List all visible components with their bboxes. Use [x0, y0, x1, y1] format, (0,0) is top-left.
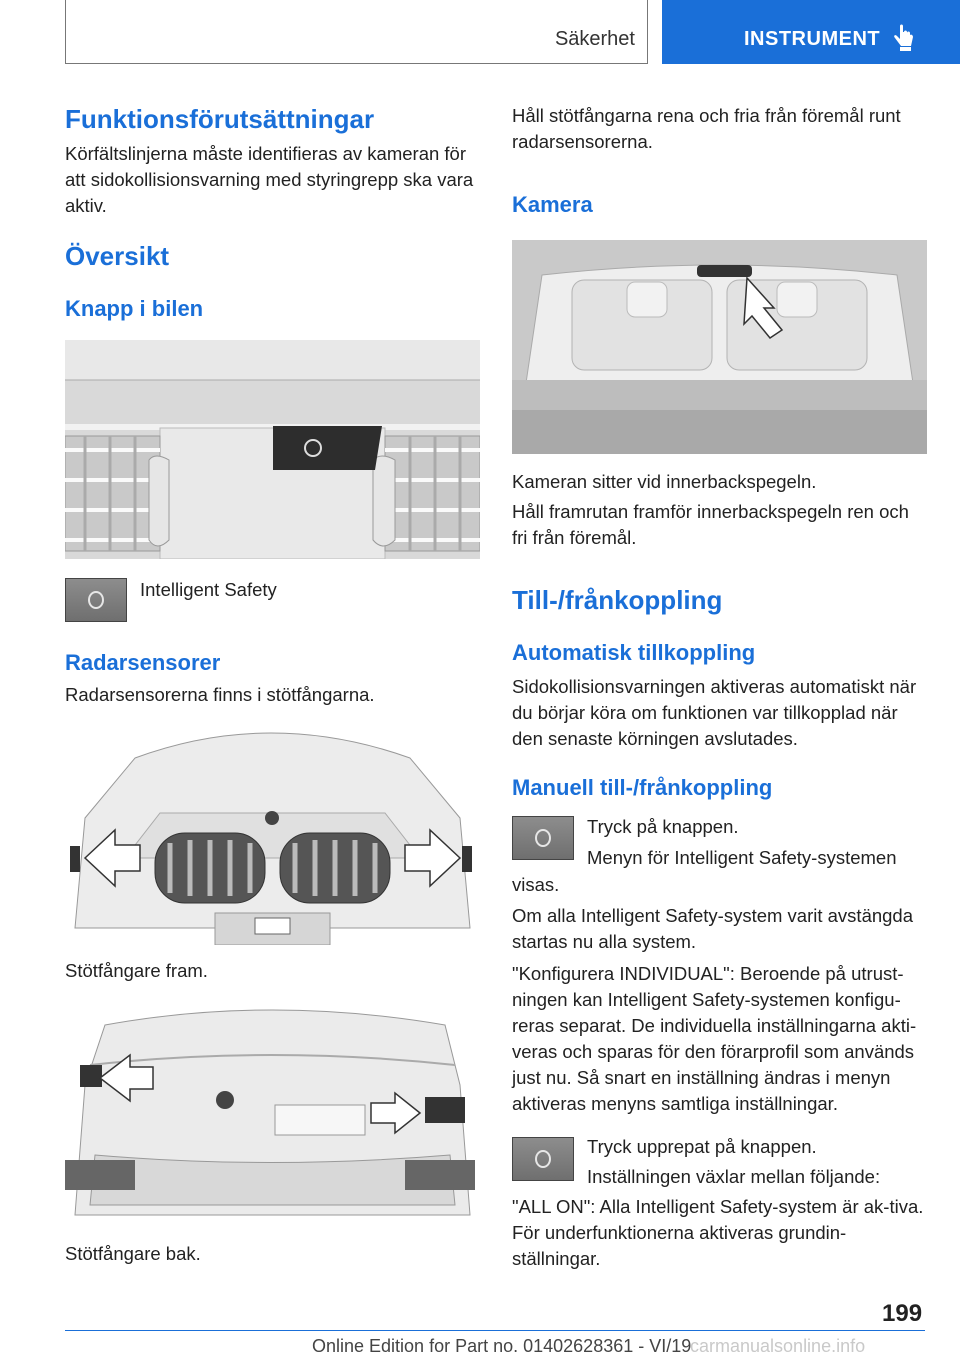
- edition-text: Online Edition for Part no. 01402628361 - VI/19: [312, 1336, 692, 1356]
- paragraph-functions: Körfältslinjerna måste identifieras av kameran för att sidokollisionsvarning med styringrepp ska vara aktiv.: [65, 143, 474, 216]
- caption-rear-bumper: Stötfångare bak.: [65, 1243, 201, 1264]
- intelligent-safety-button-icon-2: [512, 816, 574, 860]
- page-number: 199: [882, 1300, 923, 1327]
- paragraph-menu-line-1: Menyn för Intelligent Safety-systemen: [587, 847, 897, 868]
- paragraph-camera-position: Kameran sitter vid innerbackspegeln.: [512, 471, 817, 492]
- header-chapter-tab: [662, 0, 960, 64]
- rear-bumper-figure: [65, 1005, 480, 1228]
- heading-button-in-car: Knapp i bilen: [65, 296, 204, 321]
- paragraph-all-on: "ALL ON": Alla Intelligent Safety-system är ak-tiva. För underfunktionerna aktiveras grundin-ställningar.: [512, 1196, 924, 1269]
- intelligent-safety-button-icon: [65, 578, 127, 622]
- paragraph-auto-on: Sidokollisionsvarningen aktiveras automatiskt när du börjar köra om funktionen var tillkopplad när den senaste körningen avslutades.: [512, 676, 917, 749]
- button-caption: Intelligent Safety: [140, 579, 277, 600]
- heading-manual-on-off: Manuell till-/frånkoppling: [512, 775, 773, 800]
- paragraph-configure-individual: "Konfigurera INDIVIDUAL": Beroende på utrust-ningen kan Intelligent Safety-systemen konfigu-reras separat. De individuella inställningarna akti-veras och sparas för den förarprofil som används just nu. Så snart en inställning ändras i menyn aktiveras menyns samtliga inställningar.: [512, 963, 917, 1114]
- heading-overview: Översikt: [65, 241, 170, 271]
- intelligent-safety-button-icon-3: [512, 1137, 574, 1181]
- heading-camera: Kamera: [512, 192, 593, 217]
- header-section-label: Säkerhet: [554, 28, 635, 50]
- hand-pointer-icon: [892, 24, 916, 52]
- caption-front-bumper: Stötfångare fram.: [65, 960, 208, 981]
- heading-radar-sensors: Radarsensorer: [65, 650, 221, 675]
- footer-divider: [65, 1330, 925, 1331]
- heading-functions: Funktionsförutsättningar: [65, 104, 375, 134]
- paragraph-radar: Radarsensorerna finns i stötfångarna.: [65, 684, 375, 705]
- watermark: carmanualsonline.info: [690, 1336, 866, 1356]
- paragraph-menu-line-2: visas.: [512, 874, 560, 895]
- header-section-tab: [65, 0, 648, 64]
- camera-figure: [512, 240, 927, 454]
- paragraph-toggle: Inställningen växlar mellan följande:: [587, 1166, 881, 1187]
- heading-auto-on: Automatisk tillkoppling: [512, 640, 756, 665]
- paragraph-keep-clean: Håll stötfångarna rena och fria från föremål runt radarsensorerna.: [512, 105, 901, 152]
- paragraph-all-off: Om alla Intelligent Safety-system varit avstängda startas nu alla system.: [512, 905, 914, 952]
- dashboard-button-figure: [65, 340, 480, 559]
- paragraph-press-repeat: Tryck upprepat på knappen.: [587, 1136, 817, 1157]
- heading-on-off: Till-/frånkoppling: [512, 585, 723, 615]
- front-bumper-figure: [65, 718, 480, 945]
- paragraph-camera-clean: Håll framrutan framför innerbackspegeln ren och fri från föremål.: [512, 501, 909, 548]
- header-chapter-label: INSTRUMENT: [744, 28, 881, 50]
- paragraph-press-button: Tryck på knappen.: [587, 816, 739, 837]
